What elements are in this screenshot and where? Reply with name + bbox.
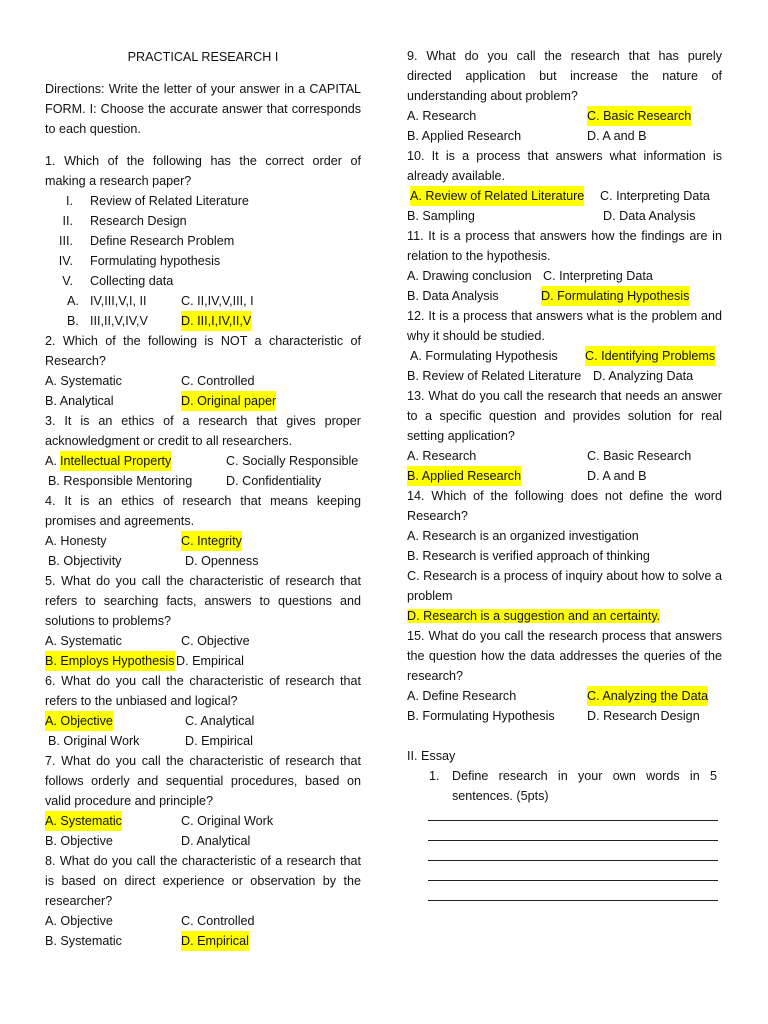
option-d-answer-row	[407, 606, 660, 626]
directions-line: to each question.	[45, 122, 141, 136]
options-row	[45, 371, 361, 391]
option-b-answer: B. Employs Hypothesis	[45, 651, 175, 671]
options-row	[407, 286, 722, 306]
option-b: B. Data Analysis	[407, 289, 499, 303]
option-b: B. Research is verified approach of thinking	[407, 549, 650, 563]
option-a: A. Research is an organized investigation	[407, 529, 639, 543]
option-d: D. Empirical	[176, 654, 244, 668]
list-item	[45, 231, 361, 251]
option-d: D. Confidentiality	[226, 474, 322, 488]
option-d: D. A and B	[587, 129, 647, 143]
option-d: D. Data Analysis	[603, 209, 696, 223]
essay-item-text: sentences. (5pts)	[452, 789, 549, 803]
list-numeral: III.	[59, 234, 73, 248]
list-text: Collecting data	[90, 274, 174, 288]
answer-line[interactable]	[428, 900, 718, 901]
question-8-text: researcher?	[45, 894, 113, 908]
option-b: III,II,V,IV,V	[90, 314, 148, 328]
option-d: D. Openness	[185, 554, 259, 568]
option-b: B. Applied Research	[407, 129, 522, 143]
option-b: B. Review of Related Literature	[407, 369, 582, 383]
option-c: C. Socially Responsible	[226, 454, 359, 468]
option-a: A. Objective	[45, 914, 113, 928]
essay-heading: II. Essay	[407, 749, 456, 763]
options-row	[407, 706, 722, 726]
option-a-letter: A.	[45, 454, 57, 468]
options-row	[45, 711, 361, 731]
options-row	[407, 126, 722, 146]
options-row	[407, 366, 722, 386]
option-d-answer: D. Research is a suggestion and an certainty.	[407, 609, 661, 623]
list-text: Review of Related Literature	[90, 194, 249, 208]
option-a: A. Systematic	[45, 634, 122, 648]
list-text: Define Research Problem	[90, 234, 235, 248]
options-row	[45, 551, 361, 571]
option-d: D. Analyzing Data	[593, 369, 694, 383]
list-item	[45, 191, 361, 211]
option-c: C. Analytical	[185, 714, 255, 728]
option-c: C. Controlled	[181, 374, 255, 388]
question-14-text: 14. Which of the following does not define the word	[407, 489, 722, 503]
question-12-text: 12. It is a process that answers what is the problem and	[407, 309, 722, 323]
essay-item	[407, 766, 722, 786]
answer-line[interactable]	[428, 860, 718, 861]
question-9-text: understanding about problem?	[407, 89, 578, 103]
option-b: B. Objective	[45, 834, 113, 848]
options-row	[407, 466, 722, 486]
directions-line: FORM. I: Choose the accurate answer that corresponds	[45, 102, 361, 116]
question-1-text: making a research paper?	[45, 174, 192, 188]
list-item	[45, 211, 361, 231]
options-row	[407, 206, 722, 226]
options-row	[45, 391, 361, 411]
option-a-letter: A.	[67, 294, 79, 308]
question-14-text: Research?	[407, 509, 468, 523]
answer-line[interactable]	[428, 880, 718, 881]
options-row	[407, 346, 722, 366]
option-c: C. Objective	[181, 634, 250, 648]
question-9-text: 9. What do you call the research that has purely	[407, 49, 722, 63]
answer-line[interactable]	[428, 820, 718, 821]
question-8-text: is based on direct experience or observation by the	[45, 874, 361, 888]
option-b-answer: B. Applied Research	[407, 466, 521, 486]
option-c-answer: C. Identifying Problems	[585, 346, 715, 366]
options-row	[407, 186, 722, 206]
option-a: A. Formulating Hypothesis	[410, 349, 558, 363]
option-b: B. Analytical	[45, 394, 114, 408]
option-d-answer: D. Original paper	[181, 391, 276, 411]
option-b: B. Responsible Mentoring	[48, 474, 193, 488]
option-c: C. Research is a process of inquiry about how to solve a	[407, 569, 722, 583]
options-row	[45, 811, 361, 831]
list-item	[45, 251, 361, 271]
option-a: A. Research	[407, 449, 477, 463]
question-7-text: follows orderly and sequential procedures, based on	[45, 774, 361, 788]
question-10-text: already available.	[407, 169, 506, 183]
options-row	[407, 266, 722, 286]
question-13-text: to a specific question and provides solution for real	[407, 409, 722, 423]
question-15-text: the question how the data addresses the queries of the	[407, 649, 722, 663]
question-9-text: directed application but increase the nature of	[407, 69, 722, 83]
options-row	[407, 446, 722, 466]
list-numeral: II.	[62, 214, 73, 228]
options-row	[45, 631, 361, 651]
option-c-answer: C. Basic Research	[587, 106, 691, 126]
question-10-text: 10. It is a process that answers what information is	[407, 149, 722, 163]
options-row	[45, 831, 361, 851]
options-row	[45, 911, 361, 931]
question-7-text: 7. What do you call the characteristic of research that	[45, 754, 361, 768]
question-12-text: why it should be studied.	[407, 329, 545, 343]
option-c-answer: C. Integrity	[181, 531, 242, 551]
option-c: C. Original Work	[181, 814, 274, 828]
essay-item-number: 1.	[429, 769, 440, 783]
options-row	[45, 931, 361, 951]
option-c: C. Interpreting Data	[543, 269, 653, 283]
essay-item-text: Define research in your own words in 5	[452, 769, 717, 783]
list-item	[45, 271, 361, 291]
question-15-text: 15. What do you call the research process that answers	[407, 629, 722, 643]
options-row	[45, 471, 361, 491]
question-5-text: 5. What do you call the characteristic of research that	[45, 574, 361, 588]
option-d: D. Research Design	[587, 709, 700, 723]
option-a-answer: Intellectual Property	[60, 451, 171, 471]
options-row	[45, 291, 361, 311]
question-13-text: 13. What do you call the research that needs an answer	[407, 389, 722, 403]
list-numeral: I.	[66, 194, 73, 208]
option-a-answer: A. Review of Related Literature	[410, 186, 584, 206]
answer-line[interactable]	[428, 840, 718, 841]
question-11-text: relation to the hypothesis.	[407, 249, 551, 263]
question-5-text: solutions to problems?	[45, 614, 172, 628]
question-5-text: refers to searching facts, answers to questions and	[45, 594, 361, 608]
options-row	[45, 451, 361, 471]
option-b: B. Formulating Hypothesis	[407, 709, 555, 723]
question-4-text: promises and agreements.	[45, 514, 195, 528]
question-6-text: refers to the unbiased and logical?	[45, 694, 238, 708]
list-numeral: IV.	[58, 254, 73, 268]
question-13-text: setting application?	[407, 429, 515, 443]
question-6-text: 6. What do you call the characteristic of research that	[45, 674, 361, 688]
question-11-text: 11. It is a process that answers how the findings are in	[407, 229, 722, 243]
option-d-answer: D. Empirical	[181, 931, 249, 951]
option-c-answer: C. Analyzing the Data	[587, 686, 708, 706]
options-row	[45, 731, 361, 751]
option-c: C. Interpreting Data	[600, 189, 710, 203]
options-row	[407, 686, 722, 706]
question-7-text: valid procedure and principle?	[45, 794, 214, 808]
option-a: IV,III,V,I, II	[90, 294, 147, 308]
options-row	[45, 531, 361, 551]
question-1-text: 1. Which of the following has the correct order of	[45, 154, 361, 168]
question-3-text: 3. It is an ethics of a research that gives proper	[45, 414, 361, 428]
option-c: C. II,IV,V,III, I	[181, 294, 254, 308]
question-2-text: 2. Which of the following is NOT a characteristic of	[45, 334, 361, 348]
option-c: C. Controlled	[181, 914, 255, 928]
question-2-text: Research?	[45, 354, 106, 368]
option-d: D. Analytical	[181, 834, 251, 848]
question-15-text: research?	[407, 669, 464, 683]
option-b-letter: B.	[67, 314, 79, 328]
page-title: PRACTICAL RESEARCH I	[127, 50, 279, 64]
question-3-text: acknowledgment or credit to all researchers.	[45, 434, 293, 448]
options-row	[45, 651, 361, 671]
option-a: A. Honesty	[45, 534, 107, 548]
option-a: A. Research	[407, 109, 477, 123]
question-4-text: 4. It is an ethics of research that means keeping	[45, 494, 361, 508]
option-a: A. Systematic	[45, 374, 122, 388]
option-d-answer: D. III,I,IV,II,V	[181, 311, 251, 331]
option-a: A. Drawing conclusion	[407, 269, 532, 283]
directions-line: Directions: Write the letter of your answer in a CAPITAL	[45, 82, 361, 96]
option-a-answer: A. Objective	[45, 711, 113, 731]
option-b: B. Sampling	[407, 209, 475, 223]
option-c-continued: problem	[407, 589, 453, 603]
option-d: D. Empirical	[185, 734, 253, 748]
option-a-answer: A. Systematic	[45, 811, 122, 831]
option-b: B. Original Work	[48, 734, 140, 748]
option-a: A. Define Research	[407, 689, 517, 703]
list-text: Research Design	[90, 214, 187, 228]
option-b: B. Systematic	[45, 934, 122, 948]
question-8-text: 8. What do you call the characteristic of a research that	[45, 854, 361, 868]
option-b: B. Objectivity	[48, 554, 122, 568]
option-c: C. Basic Research	[587, 449, 692, 463]
options-row	[45, 311, 361, 331]
option-d-answer: D. Formulating Hypothesis	[541, 286, 689, 306]
list-numeral: V.	[62, 274, 73, 288]
list-text: Formulating hypothesis	[90, 254, 221, 268]
options-row	[407, 106, 722, 126]
option-d: D. A and B	[587, 469, 647, 483]
